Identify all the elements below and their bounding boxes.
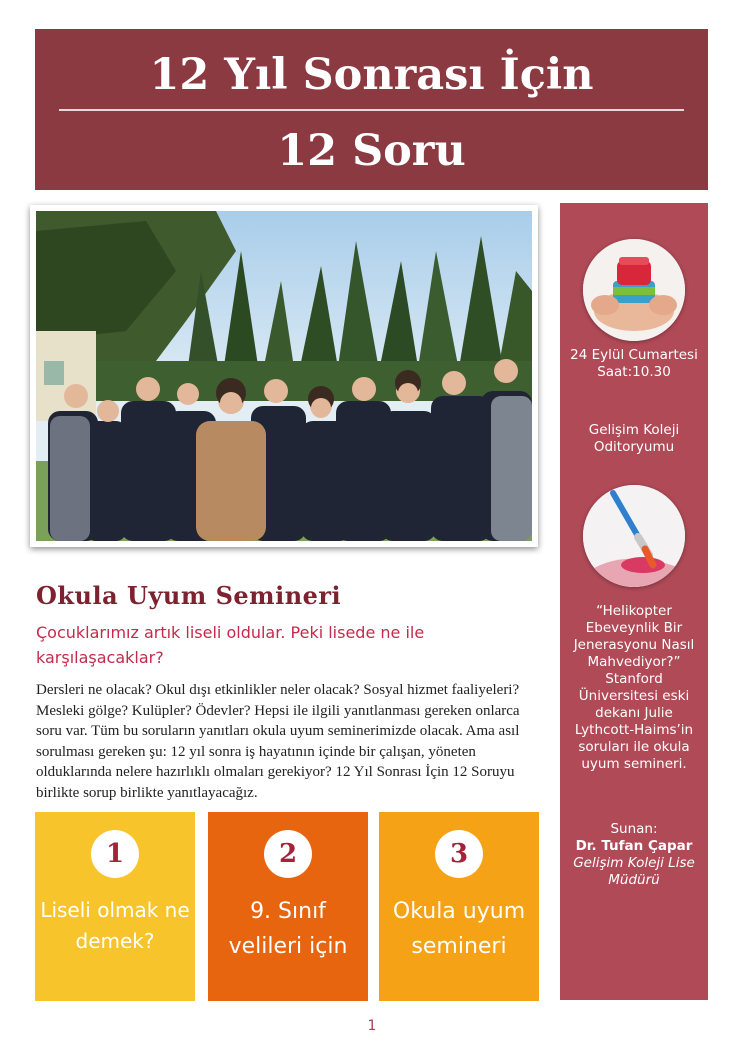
topic-number-1: 1 (91, 830, 139, 878)
topic-label-2: 9. Sınıf velileri için (228, 899, 348, 959)
topic-number-2: 2 (264, 830, 312, 878)
topic-box-3 (379, 812, 539, 1001)
seminar-title: Okula Uyum Semineri (36, 581, 342, 610)
group-photo-frame (30, 205, 538, 547)
title-divider (59, 109, 684, 111)
page-number: 1 (367, 1018, 377, 1034)
paintbrush-image (583, 485, 685, 587)
seminar-body: Dersleri ne olacak? Okul dışı etkinlikler neler olacak? Sosyal hizmet faaliyeleri? Mesleki gölge? Kulüpler? Ödevler? Hepsi ile ilgili yanıtlanması gereken onlarca soru var. Tüm bu soruların yanıtları okula uyum seminerimizde olacak. Ama asıl sorulması gereken şu: 12 yıl sonra iş hayatının içinde bir çalışan, yöneten olduklarında nelere hazırlıklı olmaları gerekiyor? 12 Yıl Sonrası İçin 12 Soruyu birlikte sorup birlikte yanıtlayacağız. (36, 682, 520, 801)
title-line-2: 12 Soru (277, 126, 466, 176)
header-banner (35, 29, 708, 190)
topic-label-1: Liseli olmak ne demek? (40, 898, 190, 953)
topic-number-3: 3 (435, 830, 483, 878)
event-date: 24 Eylül Cumartesi Saat:10.30 (570, 347, 698, 380)
seminar-subtitle: Çocuklarımız artık liseli oldular. Peki lisede ne ile karşılaşacaklar? (36, 623, 425, 667)
presenter-info (566, 821, 702, 889)
event-sidebar (560, 203, 708, 1000)
clay-hands-image (583, 239, 685, 341)
topic-box-2 (208, 812, 368, 1001)
topic-label-3: Okula uyum semineri (392, 899, 526, 959)
title-line-1: 12 Yıl Sonrası İçin (149, 50, 594, 100)
event-place: Gelişim Koleji Oditoryumu (588, 422, 680, 455)
presenter-name: Dr. Tufan Çapar (575, 838, 693, 854)
group-photo-students (36, 211, 532, 541)
topic-box-1 (35, 812, 195, 1001)
seminar-quote: “Helikopter Ebeveynlik Bir Jenerasyonu Nasıl Mahvediyor?” Stanford Üniversitesi eski dekanı Julie Lythcott-Haims’in soruları ile okula uyum semineri. (573, 603, 695, 772)
presenter-label: Sunan: (610, 821, 658, 837)
presenter-role: Gelişim Koleji Lise Müdürü (573, 855, 695, 888)
